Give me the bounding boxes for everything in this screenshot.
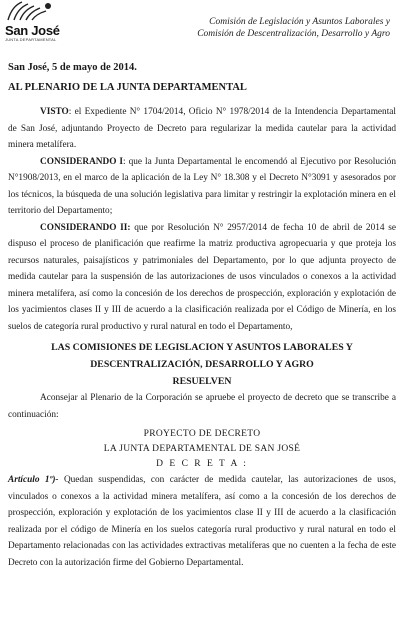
considerando-1-label: CONSIDERANDO I [40, 156, 124, 167]
committee-line-2: Comisión de Descentralización, Desarrollo y Agro [197, 29, 390, 39]
resuelven-heading: RESUELVEN [172, 376, 232, 387]
junta-title: LA JUNTA DEPARTAMENTAL DE SAN JOSÉ [103, 444, 301, 454]
considerando-1-paragraph [8, 154, 396, 220]
committee-line-1: Comisión de Legislación y Asuntos Laborales y [209, 17, 390, 27]
considerando-2-text: que por Resolución N° 2957/2014 de fecha 10 de abril de 2014 se dispuso el proceso de planificación que reafirme la matriz productiva agropecuaria y que proteja los recursos naturales, paisajísticos y patrimoniales del Departamento, por lo que adjunta proyecto de medida cautelar para la suspensión de las autorizaciones de usos vinculados o conexos a la actividad minera metalífera, así como la concesión de los derechos de prospección, exploración y explotación de los yacimientos clases II y III de acuerdo a la clasificación realizada por el Código de Minería, en los suelos de categoría rural productivo y rural natural en todo el Departamento, [8, 222, 396, 332]
document-date: San José, 5 de mayo de 2014. [8, 62, 137, 73]
visto-text: : el Expediente N° 1704/2014, Oficio N° 1978/2014 de la Intendencia Departamental de San José, adjuntando Proyecto de Decreto para regularizar la medida cautelar para la actividad minera metalífera. [8, 107, 396, 150]
articulo-1-paragraph [8, 472, 396, 571]
considerando-2-label: CONSIDERANDO II: [40, 222, 131, 233]
advice-paragraph: Aconsejar al Plenario de la Corporación se apruebe el proyecto de decreto que se transcribe a continuación: [8, 393, 396, 420]
decree-title [8, 427, 396, 472]
proyecto-title: PROYECTO DE DECRETO [143, 429, 261, 439]
junta-logo [2, 0, 64, 48]
commissions-heading-line-2: DESCENTRALIZACIÓN, DESARROLLO Y AGRO [90, 359, 314, 370]
committees-header [197, 16, 390, 40]
logo-name: San José [5, 23, 60, 38]
articulo-1-label: Artículo 1º)- [8, 475, 59, 485]
document-body [8, 104, 396, 571]
visto-paragraph [8, 104, 396, 154]
commissions-heading-line-1: LAS COMISIONES DE LEGISLACION Y ASUNTOS LABORALES Y [51, 342, 353, 353]
considerando-2-paragraph [8, 220, 396, 336]
decreta-heading: D E C R E T A : [156, 459, 248, 469]
commissions-heading [8, 339, 396, 390]
visto-label: VISTO [40, 107, 69, 117]
logo-subtitle: JUNTA DEPARTAMENTAL [5, 37, 57, 42]
addressee: AL PLENARIO DE LA JUNTA DEPARTAMENTAL [8, 82, 247, 93]
articulo-1-text: Quedan suspendidas, con carácter de medida cautelar, las autorizaciones de usos, vinculados o conexos a la actividad minera metalífera, así como a la concesión de los derechos de prospección, exploración y explotación de los yacimientos clase II y III de acuerdo a la clasificación realizada por el código de Minería en los suelos categoría rural productivo y rural natural en todo el Departamento relacionadas con las actividades extractivas metalíferas que no cuenten a la fecha de este Decreto con la autorización firme del Gobierno Departamental. [8, 475, 396, 568]
emblem-icon [2, 0, 58, 22]
considerando-1-text: : que la Junta Departamental le encomendó al Ejecutivo por Resolución N°1908/2013, en el marco de la aplicación de la Ley N° 18.308 y el Decreto N°3091 y asesorados por los técnicos, la búsqueda de una solución legislativa para limitar y restringir la explotación minera en el territorio del Departamento; [8, 156, 396, 216]
